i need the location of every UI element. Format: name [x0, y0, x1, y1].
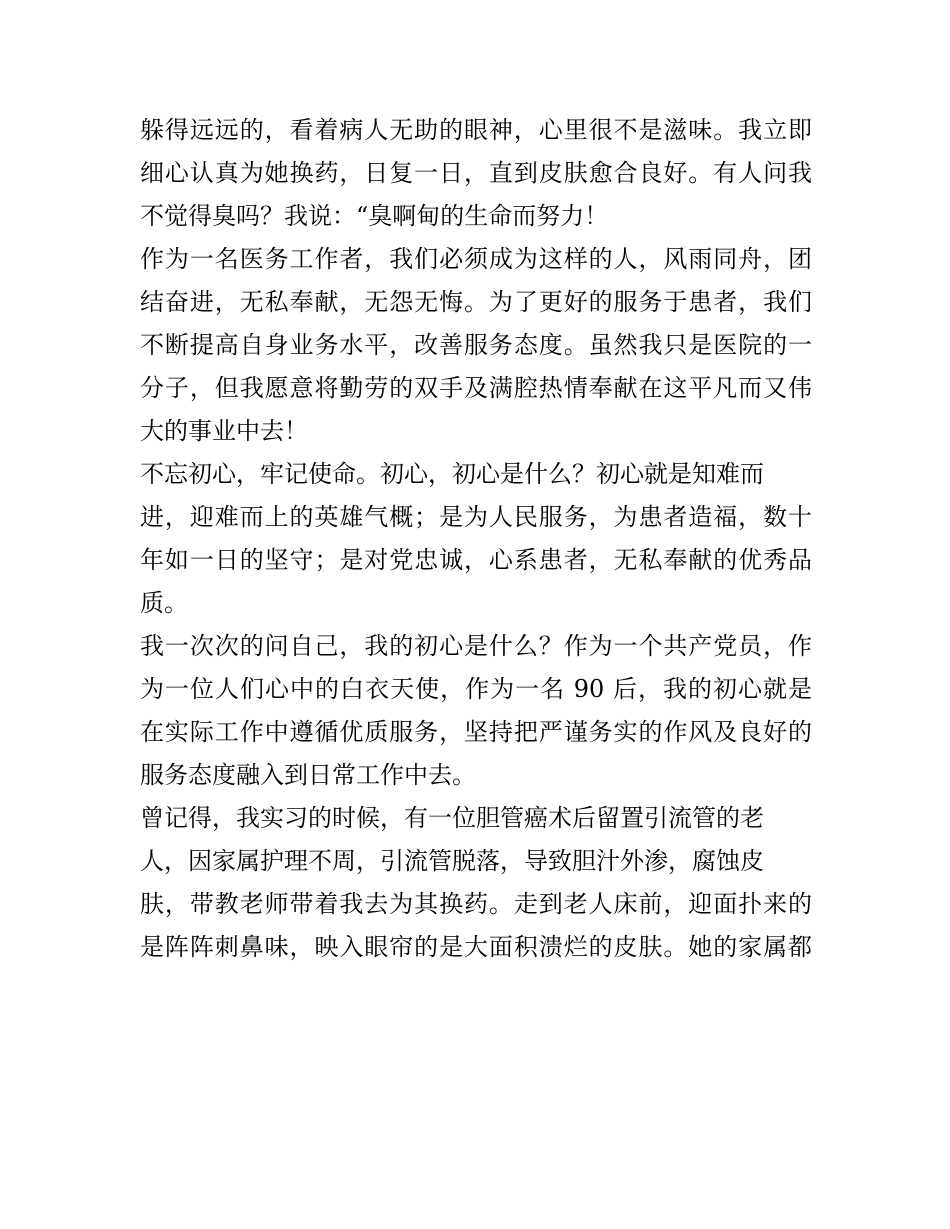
- text-line: 曾记得，我实习的时候，有一位胆管癌术后留置引流管的老: [140, 804, 764, 832]
- text-line: 肤，带教老师带着我去为其换药。走到老人床前，迎面扑来的: [140, 890, 812, 918]
- text-line: 不断提高自身业务水平，改善服务态度。虽然我只是医院的一: [140, 331, 812, 359]
- text-line: 细心认真为她换药，日复一日，直到皮肤愈合良好。有人问我: [140, 159, 812, 187]
- text-line: 人，因家属护理不周，引流管脱落，导致胆汁外渗，腐蚀皮: [140, 847, 764, 875]
- text-line: 我一次次的问自己，我的初心是什么？作为一个共产党员，作: [140, 632, 812, 660]
- text-line: 是阵阵刺鼻味，映入眼帘的是大面积溃烂的皮肤。她的家属都: [140, 933, 812, 961]
- text-line: 为一位人们心中的白衣天使，作为一名 90 后，我的初心就是: [140, 675, 812, 703]
- text-line: 服务态度融入到日常工作中去。: [140, 761, 476, 789]
- text-line: 躲得远远的，看着病人无助的眼神，心里很不是滋味。我立即: [140, 116, 812, 144]
- text-line: 结奋进，无私奉献，无怨无悔。为了更好的服务于患者，我们: [140, 288, 812, 316]
- text-line: 年如一日的坚守；是对党忠诚，心系患者，无私奉献的优秀品: [140, 546, 812, 574]
- text-line: 分子，但我愿意将勤劳的双手及满腔热情奉献在这平凡而又伟: [140, 374, 812, 402]
- text-line: 作为一名医务工作者，我们必须成为这样的人，风雨同舟，团: [140, 245, 812, 273]
- text-line: 在实际工作中遵循优质服务，坚持把严谨务实的作风及良好的: [140, 718, 812, 746]
- text-line: 不觉得臭吗？我说：“臭啊甸的生命而努力！: [140, 202, 609, 230]
- text-line: 质。: [140, 589, 188, 617]
- text-line: 不忘初心，牢记使命。初心，初心是什么？初心就是知难而: [140, 460, 764, 488]
- body-text: [140, 109, 812, 969]
- text-line: 大的事业中去！: [140, 417, 308, 445]
- text-line: 进，迎难而上的英雄气概；是为人民服务，为患者造福，数十: [140, 503, 812, 531]
